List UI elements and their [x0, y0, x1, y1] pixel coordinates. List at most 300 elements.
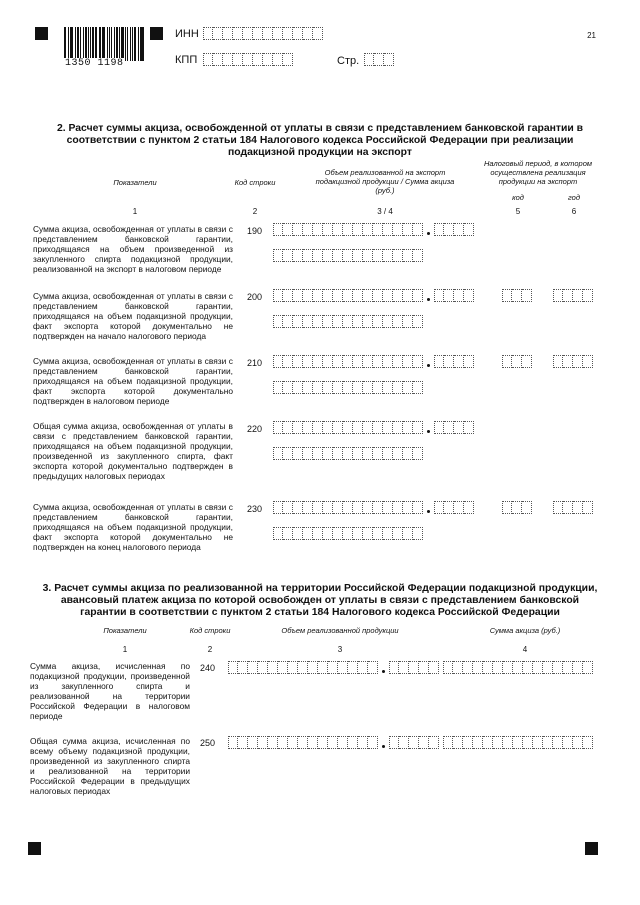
input-cell[interactable]: [353, 249, 363, 262]
input-cell[interactable]: [333, 421, 343, 434]
input-cell[interactable]: [243, 27, 253, 40]
input-cell[interactable]: [303, 381, 313, 394]
input-cell[interactable]: [573, 289, 583, 302]
input-cell[interactable]: [343, 315, 353, 328]
input-cell[interactable]: [273, 527, 283, 540]
input-cell[interactable]: [343, 249, 353, 262]
input-cell[interactable]: [583, 289, 593, 302]
s3-row-250-volume-fraction-field[interactable]: [389, 736, 439, 749]
input-cell[interactable]: [543, 661, 553, 674]
s2-row-190-volume-field[interactable]: [273, 249, 423, 262]
input-cell[interactable]: [233, 53, 243, 66]
input-cell[interactable]: [403, 223, 413, 236]
input-cell[interactable]: [273, 315, 283, 328]
input-cell[interactable]: [413, 501, 423, 514]
input-cell[interactable]: [248, 736, 258, 749]
input-cell[interactable]: [333, 249, 343, 262]
input-cell[interactable]: [429, 736, 439, 749]
input-cell[interactable]: [358, 736, 368, 749]
input-cell[interactable]: [313, 501, 323, 514]
input-cell[interactable]: [283, 53, 293, 66]
input-cell[interactable]: [348, 736, 358, 749]
page-field[interactable]: [364, 53, 394, 66]
input-cell[interactable]: [313, 381, 323, 394]
input-cell[interactable]: [303, 249, 313, 262]
input-cell[interactable]: [313, 223, 323, 236]
inn-field[interactable]: [203, 27, 323, 40]
input-cell[interactable]: [303, 315, 313, 328]
input-cell[interactable]: [512, 355, 522, 368]
input-cell[interactable]: [393, 289, 403, 302]
input-cell[interactable]: [563, 355, 573, 368]
s2-row-200-fraction-field[interactable]: [434, 289, 474, 302]
input-cell[interactable]: [483, 661, 493, 674]
input-cell[interactable]: [313, 315, 323, 328]
input-cell[interactable]: [363, 289, 373, 302]
input-cell[interactable]: [583, 661, 593, 674]
input-cell[interactable]: [363, 223, 373, 236]
s2-row-210-amount-field[interactable]: [273, 355, 423, 368]
input-cell[interactable]: [353, 355, 363, 368]
input-cell[interactable]: [583, 355, 593, 368]
s2-row-220-volume-field[interactable]: [273, 447, 423, 460]
input-cell[interactable]: [353, 501, 363, 514]
input-cell[interactable]: [303, 27, 313, 40]
input-cell[interactable]: [273, 381, 283, 394]
input-cell[interactable]: [293, 381, 303, 394]
input-cell[interactable]: [393, 447, 403, 460]
input-cell[interactable]: [368, 736, 378, 749]
input-cell[interactable]: [333, 355, 343, 368]
input-cell[interactable]: [373, 289, 383, 302]
input-cell[interactable]: [393, 249, 403, 262]
input-cell[interactable]: [384, 53, 394, 66]
input-cell[interactable]: [273, 447, 283, 460]
input-cell[interactable]: [363, 249, 373, 262]
input-cell[interactable]: [283, 501, 293, 514]
input-cell[interactable]: [373, 421, 383, 434]
input-cell[interactable]: [228, 661, 238, 674]
input-cell[interactable]: [283, 223, 293, 236]
input-cell[interactable]: [403, 381, 413, 394]
input-cell[interactable]: [253, 53, 263, 66]
input-cell[interactable]: [293, 421, 303, 434]
input-cell[interactable]: [223, 27, 233, 40]
input-cell[interactable]: [464, 289, 474, 302]
input-cell[interactable]: [483, 736, 493, 749]
input-cell[interactable]: [263, 27, 273, 40]
input-cell[interactable]: [203, 27, 213, 40]
s2-row-230-volume-field[interactable]: [273, 527, 423, 540]
input-cell[interactable]: [403, 421, 413, 434]
input-cell[interactable]: [533, 661, 543, 674]
input-cell[interactable]: [293, 289, 303, 302]
input-cell[interactable]: [383, 381, 393, 394]
input-cell[interactable]: [323, 527, 333, 540]
input-cell[interactable]: [512, 501, 522, 514]
input-cell[interactable]: [383, 501, 393, 514]
input-cell[interactable]: [293, 501, 303, 514]
input-cell[interactable]: [298, 736, 308, 749]
s3-row-240-volume-fraction-field[interactable]: [389, 661, 439, 674]
s2-row-210-fraction-field[interactable]: [434, 355, 474, 368]
input-cell[interactable]: [313, 27, 323, 40]
input-cell[interactable]: [454, 223, 464, 236]
input-cell[interactable]: [323, 501, 333, 514]
input-cell[interactable]: [343, 381, 353, 394]
input-cell[interactable]: [522, 355, 532, 368]
input-cell[interactable]: [553, 289, 563, 302]
input-cell[interactable]: [364, 53, 374, 66]
input-cell[interactable]: [374, 53, 384, 66]
input-cell[interactable]: [268, 661, 278, 674]
input-cell[interactable]: [434, 223, 444, 236]
input-cell[interactable]: [273, 289, 283, 302]
input-cell[interactable]: [373, 315, 383, 328]
input-cell[interactable]: [383, 289, 393, 302]
input-cell[interactable]: [502, 501, 512, 514]
s2-row-220-fraction-field[interactable]: [434, 421, 474, 434]
input-cell[interactable]: [453, 661, 463, 674]
input-cell[interactable]: [373, 381, 383, 394]
input-cell[interactable]: [553, 661, 563, 674]
input-cell[interactable]: [443, 736, 453, 749]
s2-row-210-period-year-field[interactable]: [553, 355, 593, 368]
input-cell[interactable]: [203, 53, 213, 66]
s3-row-240-volume-field[interactable]: [228, 661, 378, 674]
input-cell[interactable]: [228, 736, 238, 749]
input-cell[interactable]: [293, 527, 303, 540]
input-cell[interactable]: [389, 736, 399, 749]
input-cell[interactable]: [323, 289, 333, 302]
input-cell[interactable]: [343, 223, 353, 236]
input-cell[interactable]: [522, 289, 532, 302]
input-cell[interactable]: [263, 53, 273, 66]
input-cell[interactable]: [293, 223, 303, 236]
input-cell[interactable]: [413, 527, 423, 540]
input-cell[interactable]: [318, 736, 328, 749]
input-cell[interactable]: [443, 661, 453, 674]
input-cell[interactable]: [243, 53, 253, 66]
input-cell[interactable]: [338, 661, 348, 674]
input-cell[interactable]: [363, 381, 373, 394]
input-cell[interactable]: [363, 447, 373, 460]
input-cell[interactable]: [343, 501, 353, 514]
s2-row-200-volume-field[interactable]: [273, 315, 423, 328]
input-cell[interactable]: [413, 289, 423, 302]
s3-row-250-excise-field[interactable]: [443, 736, 593, 749]
input-cell[interactable]: [383, 223, 393, 236]
input-cell[interactable]: [338, 736, 348, 749]
s2-row-200-period-year-field[interactable]: [553, 289, 593, 302]
input-cell[interactable]: [434, 501, 444, 514]
input-cell[interactable]: [373, 501, 383, 514]
input-cell[interactable]: [393, 421, 403, 434]
input-cell[interactable]: [444, 501, 454, 514]
input-cell[interactable]: [213, 27, 223, 40]
input-cell[interactable]: [563, 736, 573, 749]
input-cell[interactable]: [473, 661, 483, 674]
s2-row-230-amount-field[interactable]: [273, 501, 423, 514]
input-cell[interactable]: [333, 501, 343, 514]
input-cell[interactable]: [363, 501, 373, 514]
input-cell[interactable]: [383, 527, 393, 540]
input-cell[interactable]: [288, 736, 298, 749]
input-cell[interactable]: [513, 736, 523, 749]
input-cell[interactable]: [268, 736, 278, 749]
input-cell[interactable]: [413, 447, 423, 460]
input-cell[interactable]: [444, 421, 454, 434]
input-cell[interactable]: [353, 315, 363, 328]
input-cell[interactable]: [393, 315, 403, 328]
input-cell[interactable]: [454, 355, 464, 368]
input-cell[interactable]: [413, 355, 423, 368]
input-cell[interactable]: [553, 355, 563, 368]
input-cell[interactable]: [348, 661, 358, 674]
input-cell[interactable]: [313, 527, 323, 540]
input-cell[interactable]: [308, 736, 318, 749]
input-cell[interactable]: [313, 355, 323, 368]
input-cell[interactable]: [323, 223, 333, 236]
input-cell[interactable]: [353, 527, 363, 540]
input-cell[interactable]: [273, 27, 283, 40]
input-cell[interactable]: [303, 501, 313, 514]
input-cell[interactable]: [283, 447, 293, 460]
input-cell[interactable]: [563, 289, 573, 302]
input-cell[interactable]: [358, 661, 368, 674]
input-cell[interactable]: [353, 447, 363, 460]
input-cell[interactable]: [333, 223, 343, 236]
input-cell[interactable]: [419, 736, 429, 749]
input-cell[interactable]: [403, 289, 413, 302]
input-cell[interactable]: [383, 447, 393, 460]
input-cell[interactable]: [308, 661, 318, 674]
input-cell[interactable]: [343, 355, 353, 368]
input-cell[interactable]: [409, 736, 419, 749]
input-cell[interactable]: [313, 421, 323, 434]
input-cell[interactable]: [273, 355, 283, 368]
input-cell[interactable]: [333, 289, 343, 302]
input-cell[interactable]: [343, 421, 353, 434]
input-cell[interactable]: [323, 447, 333, 460]
input-cell[interactable]: [583, 736, 593, 749]
input-cell[interactable]: [293, 27, 303, 40]
input-cell[interactable]: [333, 315, 343, 328]
input-cell[interactable]: [373, 355, 383, 368]
input-cell[interactable]: [238, 736, 248, 749]
s2-row-200-amount-field[interactable]: [273, 289, 423, 302]
input-cell[interactable]: [464, 421, 474, 434]
input-cell[interactable]: [293, 249, 303, 262]
input-cell[interactable]: [283, 289, 293, 302]
input-cell[interactable]: [573, 736, 583, 749]
input-cell[interactable]: [293, 355, 303, 368]
input-cell[interactable]: [333, 527, 343, 540]
input-cell[interactable]: [403, 527, 413, 540]
input-cell[interactable]: [413, 315, 423, 328]
input-cell[interactable]: [573, 355, 583, 368]
input-cell[interactable]: [223, 53, 233, 66]
input-cell[interactable]: [503, 736, 513, 749]
input-cell[interactable]: [333, 381, 343, 394]
input-cell[interactable]: [283, 421, 293, 434]
input-cell[interactable]: [473, 736, 483, 749]
input-cell[interactable]: [403, 501, 413, 514]
input-cell[interactable]: [248, 661, 258, 674]
input-cell[interactable]: [273, 501, 283, 514]
input-cell[interactable]: [512, 289, 522, 302]
input-cell[interactable]: [419, 661, 429, 674]
input-cell[interactable]: [399, 736, 409, 749]
input-cell[interactable]: [493, 661, 503, 674]
s2-row-220-amount-field[interactable]: [273, 421, 423, 434]
input-cell[interactable]: [393, 355, 403, 368]
input-cell[interactable]: [389, 661, 399, 674]
input-cell[interactable]: [303, 527, 313, 540]
input-cell[interactable]: [283, 381, 293, 394]
input-cell[interactable]: [543, 736, 553, 749]
input-cell[interactable]: [293, 315, 303, 328]
input-cell[interactable]: [553, 736, 563, 749]
s2-row-210-period-code-field[interactable]: [502, 355, 532, 368]
input-cell[interactable]: [283, 27, 293, 40]
input-cell[interactable]: [409, 661, 419, 674]
input-cell[interactable]: [288, 661, 298, 674]
input-cell[interactable]: [513, 661, 523, 674]
input-cell[interactable]: [343, 289, 353, 302]
input-cell[interactable]: [502, 289, 512, 302]
s3-row-250-volume-field[interactable]: [228, 736, 378, 749]
input-cell[interactable]: [463, 661, 473, 674]
input-cell[interactable]: [328, 736, 338, 749]
input-cell[interactable]: [403, 355, 413, 368]
input-cell[interactable]: [283, 249, 293, 262]
input-cell[interactable]: [323, 315, 333, 328]
input-cell[interactable]: [464, 501, 474, 514]
input-cell[interactable]: [413, 249, 423, 262]
input-cell[interactable]: [343, 527, 353, 540]
input-cell[interactable]: [283, 315, 293, 328]
input-cell[interactable]: [434, 289, 444, 302]
input-cell[interactable]: [323, 381, 333, 394]
input-cell[interactable]: [533, 736, 543, 749]
input-cell[interactable]: [393, 223, 403, 236]
input-cell[interactable]: [303, 447, 313, 460]
input-cell[interactable]: [273, 53, 283, 66]
s3-row-240-excise-field[interactable]: [443, 661, 593, 674]
input-cell[interactable]: [413, 223, 423, 236]
input-cell[interactable]: [463, 736, 473, 749]
input-cell[interactable]: [493, 736, 503, 749]
input-cell[interactable]: [343, 447, 353, 460]
input-cell[interactable]: [273, 249, 283, 262]
input-cell[interactable]: [373, 527, 383, 540]
input-cell[interactable]: [273, 223, 283, 236]
input-cell[interactable]: [444, 355, 454, 368]
input-cell[interactable]: [278, 661, 288, 674]
input-cell[interactable]: [318, 661, 328, 674]
input-cell[interactable]: [373, 249, 383, 262]
input-cell[interactable]: [333, 447, 343, 460]
input-cell[interactable]: [278, 736, 288, 749]
input-cell[interactable]: [313, 249, 323, 262]
input-cell[interactable]: [353, 223, 363, 236]
input-cell[interactable]: [434, 355, 444, 368]
input-cell[interactable]: [583, 501, 593, 514]
input-cell[interactable]: [413, 381, 423, 394]
input-cell[interactable]: [273, 421, 283, 434]
s2-row-200-period-code-field[interactable]: [502, 289, 532, 302]
input-cell[interactable]: [523, 661, 533, 674]
input-cell[interactable]: [503, 661, 513, 674]
input-cell[interactable]: [553, 501, 563, 514]
input-cell[interactable]: [363, 355, 373, 368]
input-cell[interactable]: [522, 501, 532, 514]
input-cell[interactable]: [573, 661, 583, 674]
input-cell[interactable]: [303, 223, 313, 236]
input-cell[interactable]: [353, 381, 363, 394]
input-cell[interactable]: [323, 421, 333, 434]
input-cell[interactable]: [454, 501, 464, 514]
input-cell[interactable]: [393, 381, 403, 394]
input-cell[interactable]: [283, 527, 293, 540]
s2-row-190-amount-field[interactable]: [273, 223, 423, 236]
input-cell[interactable]: [383, 249, 393, 262]
input-cell[interactable]: [258, 736, 268, 749]
input-cell[interactable]: [303, 289, 313, 302]
input-cell[interactable]: [464, 355, 474, 368]
input-cell[interactable]: [444, 223, 454, 236]
input-cell[interactable]: [258, 661, 268, 674]
input-cell[interactable]: [233, 27, 243, 40]
input-cell[interactable]: [383, 355, 393, 368]
s2-row-230-period-year-field[interactable]: [553, 501, 593, 514]
input-cell[interactable]: [238, 661, 248, 674]
input-cell[interactable]: [454, 421, 464, 434]
input-cell[interactable]: [403, 249, 413, 262]
input-cell[interactable]: [298, 661, 308, 674]
kpp-field[interactable]: [203, 53, 293, 66]
input-cell[interactable]: [293, 447, 303, 460]
input-cell[interactable]: [313, 289, 323, 302]
input-cell[interactable]: [399, 661, 409, 674]
input-cell[interactable]: [429, 661, 439, 674]
input-cell[interactable]: [303, 355, 313, 368]
input-cell[interactable]: [523, 736, 533, 749]
input-cell[interactable]: [363, 315, 373, 328]
input-cell[interactable]: [253, 27, 263, 40]
input-cell[interactable]: [363, 527, 373, 540]
input-cell[interactable]: [502, 355, 512, 368]
input-cell[interactable]: [563, 501, 573, 514]
s2-row-210-volume-field[interactable]: [273, 381, 423, 394]
input-cell[interactable]: [563, 661, 573, 674]
input-cell[interactable]: [373, 447, 383, 460]
input-cell[interactable]: [353, 289, 363, 302]
input-cell[interactable]: [434, 421, 444, 434]
input-cell[interactable]: [573, 501, 583, 514]
input-cell[interactable]: [213, 53, 223, 66]
input-cell[interactable]: [464, 223, 474, 236]
s2-row-230-period-code-field[interactable]: [502, 501, 532, 514]
input-cell[interactable]: [363, 421, 373, 434]
input-cell[interactable]: [328, 661, 338, 674]
input-cell[interactable]: [393, 501, 403, 514]
s2-row-230-fraction-field[interactable]: [434, 501, 474, 514]
input-cell[interactable]: [368, 661, 378, 674]
input-cell[interactable]: [383, 315, 393, 328]
input-cell[interactable]: [403, 315, 413, 328]
